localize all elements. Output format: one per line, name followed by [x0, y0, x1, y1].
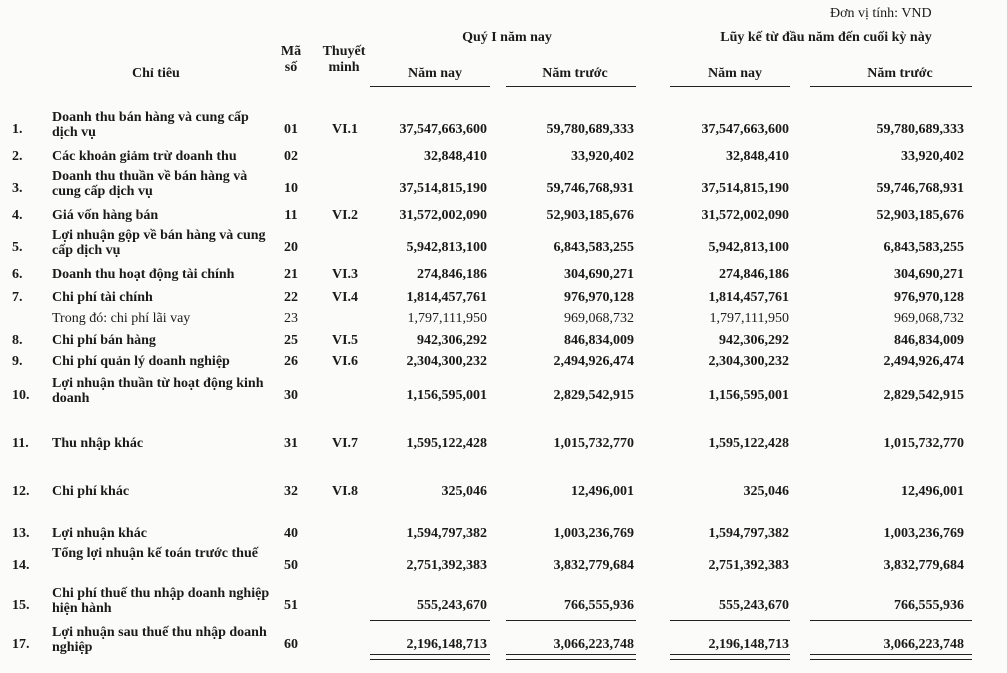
row-number: 1.	[12, 122, 23, 137]
row-number: 5.	[12, 240, 23, 255]
row-value-2: 976,970,128	[564, 290, 634, 305]
row-value-4: 6,843,583,255	[883, 240, 964, 255]
row-value-4: 2,829,542,915	[883, 388, 964, 403]
header-lk-nam-truoc: Năm trước	[867, 66, 933, 81]
row-code: 23	[284, 311, 298, 326]
row-value-3: 37,547,663,600	[701, 122, 789, 137]
subtotal-line-1	[370, 620, 490, 621]
subtotal-line-3	[670, 620, 790, 621]
row-value-3: 31,572,002,090	[701, 208, 789, 223]
header-underline-1	[370, 86, 490, 87]
row-label: Các khoản giảm trừ doanh thu	[52, 149, 237, 164]
row-value-3: 1,814,457,761	[708, 290, 789, 305]
row-value-4: 1,015,732,770	[883, 436, 964, 451]
row-value-4: 52,903,185,676	[876, 208, 964, 223]
row-value-4: 766,555,936	[894, 598, 964, 613]
row-value-3: 274,846,186	[719, 267, 789, 282]
row-code: 26	[284, 354, 298, 369]
row-value-4: 33,920,402	[901, 149, 964, 164]
header-lk-nam-nay: Năm nay	[707, 66, 763, 81]
row-number: 14.	[12, 558, 30, 573]
row-label: Chi phí khác	[52, 484, 130, 499]
row-note: VI.6	[331, 354, 359, 369]
row-number: 8.	[12, 333, 23, 348]
row-value-1: 1,797,111,950	[407, 311, 487, 326]
row-value-3: 1,595,122,428	[708, 436, 789, 451]
row-code: 22	[284, 290, 298, 305]
row-value-1: 2,304,300,232	[406, 354, 487, 369]
row-value-1: 1,595,122,428	[406, 436, 487, 451]
row-value-3: 325,046	[743, 484, 789, 499]
row-value-2: 1,003,236,769	[553, 526, 634, 541]
row-number: 10.	[12, 388, 30, 403]
row-value-1: 5,942,813,100	[406, 240, 487, 255]
header-ma-so	[278, 44, 304, 76]
row-value-3: 5,942,813,100	[708, 240, 789, 255]
row-value-1: 2,751,392,383	[406, 558, 487, 573]
row-number: 12.	[12, 484, 30, 499]
header-chi-tieu: Chỉ tiêu	[132, 66, 180, 81]
row-value-3: 2,304,300,232	[708, 354, 789, 369]
row-label: Doanh thu hoạt động tài chính	[52, 267, 235, 282]
row-number: 3.	[12, 181, 23, 196]
row-code: 30	[284, 388, 298, 403]
row-number: 11.	[12, 436, 29, 451]
row-value-4: 3,832,779,684	[883, 558, 964, 573]
subtotal-line-2	[506, 620, 636, 621]
row-value-4: 1,003,236,769	[883, 526, 964, 541]
row-value-2: 2,494,926,474	[553, 354, 634, 369]
row-label: Lợi nhuận thuần từ hoạt động kinh doanh	[52, 376, 264, 406]
row-number: 15.	[12, 598, 30, 613]
header-ma-so-line1: Mã	[280, 44, 302, 59]
row-value-4: 976,970,128	[894, 290, 964, 305]
row-value-2: 766,555,936	[564, 598, 634, 613]
row-number: 13.	[12, 526, 30, 541]
row-value-1: 555,243,670	[417, 598, 487, 613]
row-value-2: 6,843,583,255	[553, 240, 634, 255]
row-value-4: 12,496,001	[901, 484, 964, 499]
row-value-1: 1,594,797,382	[406, 526, 487, 541]
row-value-4: 59,780,689,333	[876, 122, 964, 137]
header-thuyet-minh-line2: minh	[328, 60, 360, 75]
row-code: 25	[284, 333, 298, 348]
total-double-line-4	[810, 654, 972, 660]
row-code: 20	[284, 240, 298, 255]
row-value-3: 2,196,148,713	[708, 637, 789, 652]
row-label: Giá vốn hàng bán	[52, 208, 159, 223]
row-code: 11	[284, 208, 298, 223]
row-code: 21	[284, 267, 298, 282]
row-value-3: 2,751,392,383	[708, 558, 789, 573]
row-value-1: 1,156,595,001	[406, 388, 487, 403]
row-label: Chi phí thuế thu nhập doanh nghiệp hiện hành	[52, 586, 270, 616]
row-value-1: 2,196,148,713	[406, 637, 487, 652]
row-value-2: 846,834,009	[564, 333, 634, 348]
row-code: 31	[284, 436, 298, 451]
row-value-3: 32,848,410	[726, 149, 789, 164]
row-label: Doanh thu thuần về bán hàng và cung cấp dịch vụ	[52, 169, 248, 199]
row-label: Doanh thu bán hàng và cung cấp dịch vụ	[52, 110, 249, 140]
row-value-4: 304,690,271	[894, 267, 964, 282]
total-double-line-2	[506, 654, 636, 660]
row-value-1: 274,846,186	[417, 267, 487, 282]
row-value-3: 1,156,595,001	[708, 388, 789, 403]
row-value-1: 1,814,457,761	[406, 290, 487, 305]
row-code: 50	[284, 558, 298, 573]
header-q-nam-truoc: Năm trước	[542, 66, 608, 81]
row-note: VI.5	[331, 333, 359, 348]
row-value-2: 969,068,732	[564, 311, 634, 326]
row-value-1: 37,514,815,190	[399, 181, 487, 196]
row-value-3: 1,594,797,382	[708, 526, 789, 541]
row-code: 32	[284, 484, 298, 499]
row-label: Chi phí tài chính	[52, 290, 153, 305]
row-value-1: 32,848,410	[424, 149, 487, 164]
row-code: 60	[284, 637, 298, 652]
header-underline-4	[810, 86, 972, 87]
row-value-1: 325,046	[441, 484, 487, 499]
row-value-3: 1,797,111,950	[709, 311, 789, 326]
subtotal-line-4	[810, 620, 972, 621]
row-number: 9.	[12, 354, 23, 369]
row-value-2: 12,496,001	[571, 484, 634, 499]
row-value-4: 846,834,009	[894, 333, 964, 348]
row-note: VI.4	[331, 290, 359, 305]
row-code: 02	[284, 149, 298, 164]
row-value-3: 942,306,292	[719, 333, 789, 348]
row-label: Chi phí quản lý doanh nghiệp	[52, 354, 230, 369]
row-note: VI.7	[331, 436, 359, 451]
row-value-4: 59,746,768,931	[876, 181, 964, 196]
row-code: 40	[284, 526, 298, 541]
unit-label: Đơn vị tính: VND	[830, 6, 932, 21]
row-label: Thu nhập khác	[52, 436, 144, 451]
row-value-2: 59,780,689,333	[546, 122, 634, 137]
row-number: 4.	[12, 208, 23, 223]
header-thuyet-minh	[314, 44, 374, 76]
row-label: Tổng lợi nhuận kế toán trước thuế	[52, 546, 258, 561]
row-value-2: 59,746,768,931	[546, 181, 634, 196]
row-label: Lợi nhuận khác	[52, 526, 147, 541]
row-note: VI.1	[331, 122, 359, 137]
row-number: 7.	[12, 290, 23, 305]
row-value-3: 555,243,670	[719, 598, 789, 613]
row-value-4: 3,066,223,748	[883, 637, 964, 652]
row-number: 6.	[12, 267, 23, 282]
row-code: 01	[284, 122, 298, 137]
row-label: Lợi nhuận gộp về bán hàng và cung cấp dịch vụ	[52, 228, 266, 258]
row-value-1: 37,547,663,600	[399, 122, 487, 137]
header-group-luy-ke: Lũy kế từ đầu năm đến cuối kỳ này	[720, 30, 932, 45]
row-value-1: 942,306,292	[417, 333, 487, 348]
header-underline-2	[506, 86, 636, 87]
row-code: 51	[284, 598, 298, 613]
row-value-2: 304,690,271	[564, 267, 634, 282]
row-note: VI.8	[331, 484, 359, 499]
total-double-line-3	[670, 654, 790, 660]
row-number: 17.	[12, 637, 30, 652]
total-double-line-1	[370, 654, 490, 660]
header-thuyet-minh-line1: Thuyết	[322, 44, 366, 59]
row-note: VI.3	[331, 267, 359, 282]
row-note: VI.2	[331, 208, 359, 223]
row-label: Trong đó: chi phí lãi vay	[52, 311, 191, 326]
row-value-2: 1,015,732,770	[553, 436, 634, 451]
row-value-2: 3,832,779,684	[553, 558, 634, 573]
row-value-4: 2,494,926,474	[883, 354, 964, 369]
row-label: Chi phí bán hàng	[52, 333, 156, 348]
row-value-4: 969,068,732	[894, 311, 964, 326]
row-number: 2.	[12, 149, 23, 164]
header-q-nam-nay: Năm nay	[407, 66, 463, 81]
row-value-2: 3,066,223,748	[553, 637, 634, 652]
row-code: 10	[284, 181, 298, 196]
row-value-1: 31,572,002,090	[399, 208, 487, 223]
header-ma-so-line2: số	[284, 60, 298, 75]
row-label: Lợi nhuận sau thuế thu nhập doanh nghiệp	[52, 625, 267, 655]
row-value-3: 37,514,815,190	[701, 181, 789, 196]
row-value-2: 33,920,402	[571, 149, 634, 164]
header-group-quy: Quý I năm nay	[462, 30, 552, 45]
header-underline-3	[670, 86, 790, 87]
row-value-2: 52,903,185,676	[546, 208, 634, 223]
row-value-2: 2,829,542,915	[553, 388, 634, 403]
